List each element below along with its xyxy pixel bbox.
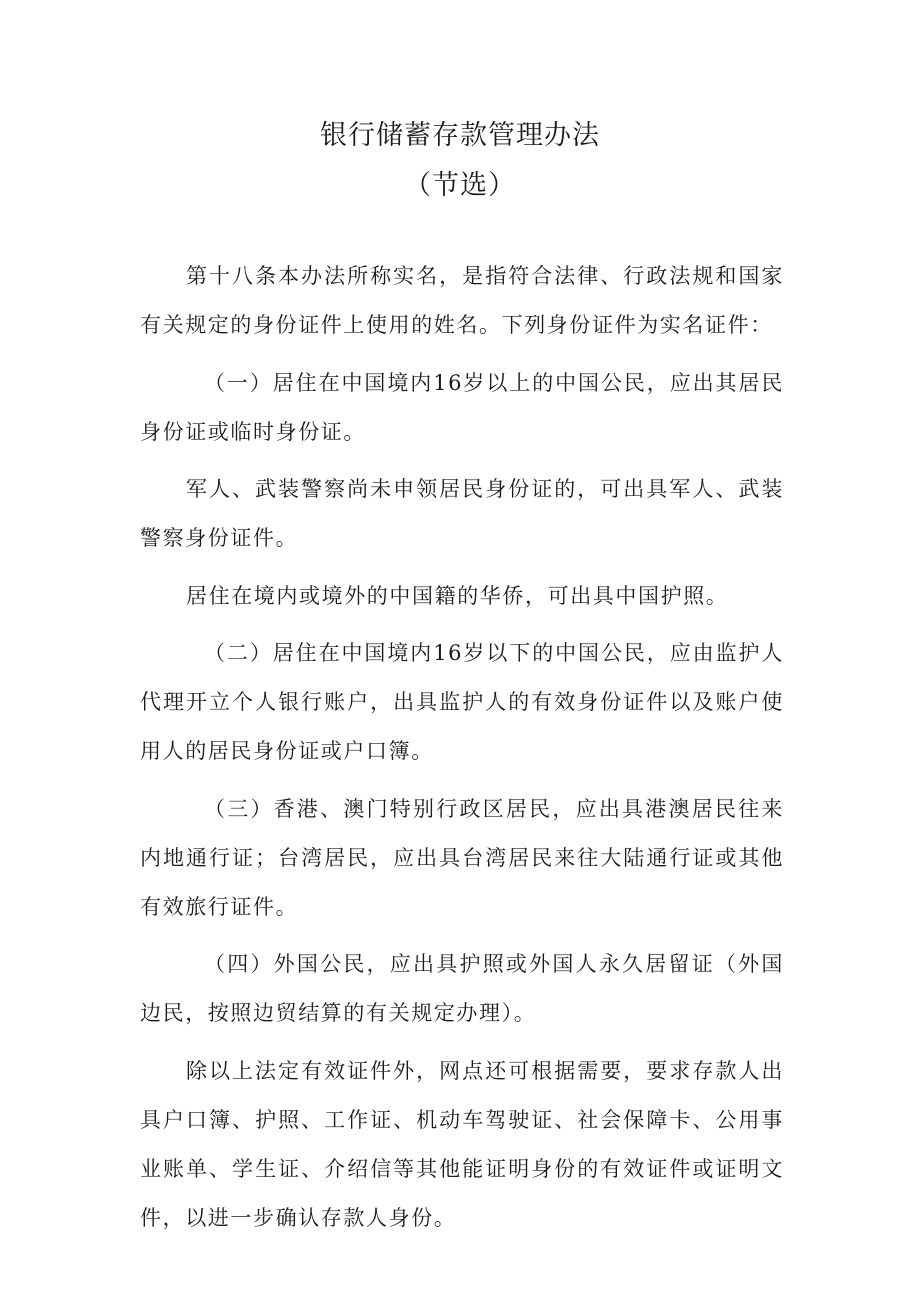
- document-body: [140, 252, 784, 1251]
- paragraph-military: 军人、武装警察尚未申领居民身份证的，可出具军人、武装警察身份证件。: [140, 477, 784, 550]
- document-title: 银行储蓄存款管理办法: [320, 120, 600, 151]
- paragraph-article-18: 第十八条本办法所称实名，是指符合法律、行政法规和国家有关规定的身份证件上使用的姓名。下列身份证件为实名证件：: [140, 264, 784, 337]
- paragraph-item-3: （三）香港、澳门特别行政区居民，应出具港澳居民往来内地通行证；台湾居民，应出具台湾居民来往大陆通行证或其他有效旅行证件。: [140, 796, 784, 919]
- paragraph-other-documents: 除以上法定有效证件外，网点还可根据需要，要求存款人出具户口簿、护照、工作证、机动车驾驶证、社会保障卡、公用事业账单、学生证、介绍信等其他能证明身份的有效证件或证明文件，以进一步确认存款人身份。: [140, 1058, 784, 1230]
- paragraph-item-1: （一）居住在中国境内16岁以上的中国公民，应出其居民身份证或临时身份证。: [140, 370, 784, 444]
- paragraph-item-4: （四）外国公民，应出具护照或外国人永久居留证（外国边民，按照边贸结算的有关规定办理）。: [140, 952, 784, 1025]
- document-subtitle: （节选）: [404, 170, 516, 201]
- paragraph-overseas-chinese: 居住在境内或境外的中国籍的华侨，可出具中国护照。: [186, 583, 729, 608]
- paragraph-item-2: （二）居住在中国境内16岁以下的中国公民，应由监护人代理开立个人银行账户，出具监护人的有效身份证件以及账户使用人的居民身份证或户口簿。: [140, 641, 784, 763]
